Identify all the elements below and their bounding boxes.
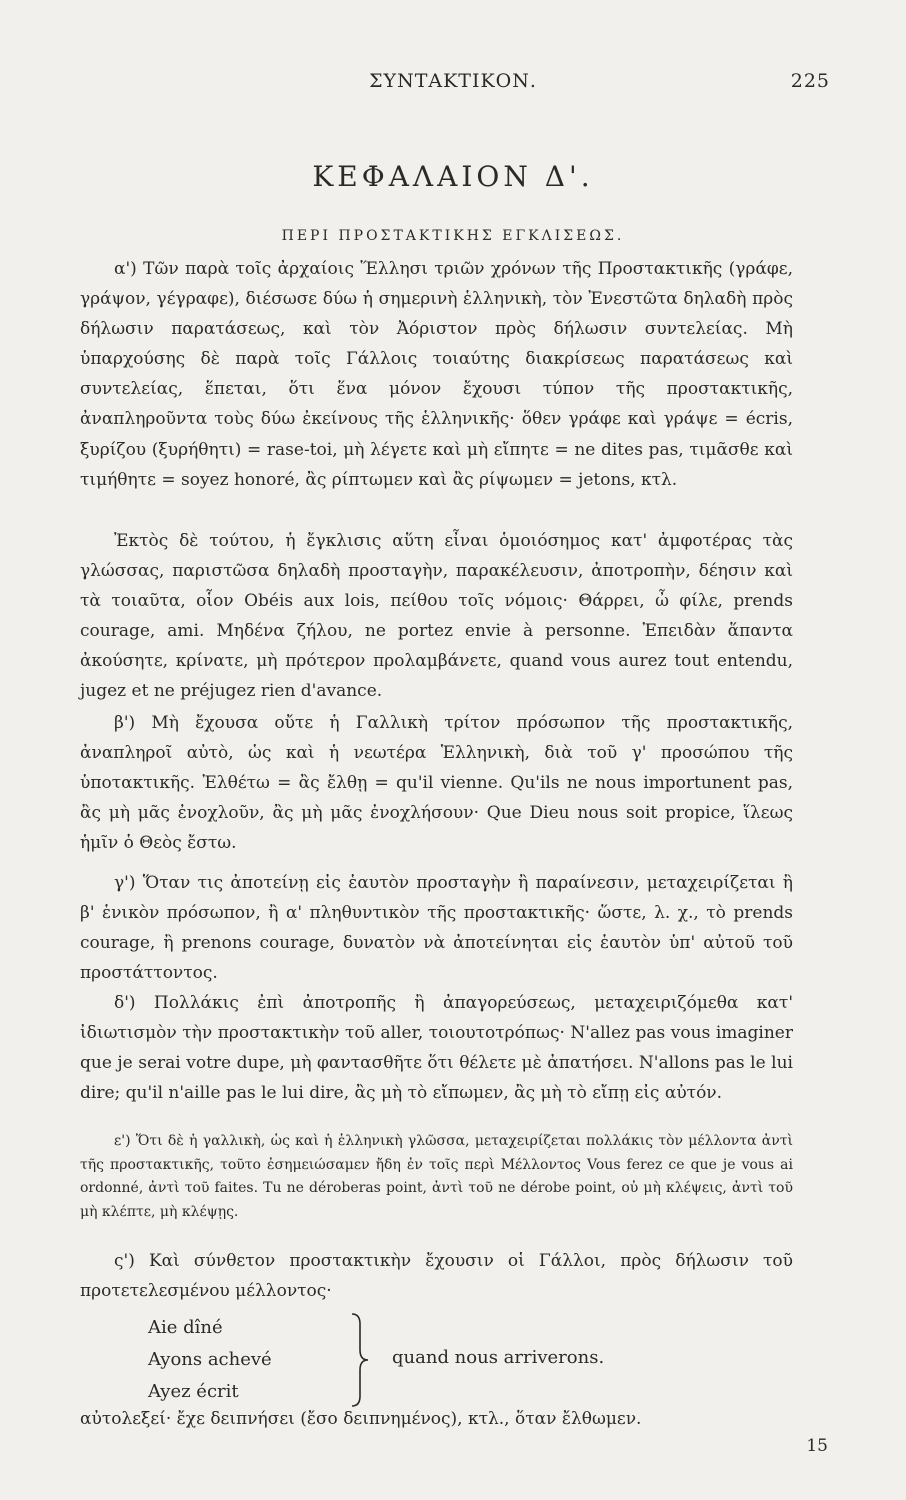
running-title: ΣΥΝΤΑΚΤΙΚΟΝ. (369, 70, 537, 92)
brace-icon (348, 1312, 372, 1408)
conjugation-clause: quand nous arriverons. (392, 1347, 605, 1368)
paragraph-delta: δ') Πολλάκις ἐπὶ ἀποτροπῆς ἢ ἀπαγορεύσεως, μεταχειριζόμεθα κατ' ἰδιωτισμὸν τὴν προστακτικὴν τοῦ aller, τοιουτοτρόπως· N'allez pas vous imaginer que je serai votre dupe, μὴ φαντασθῆτε ὅτι θέλετε μὲ ἀπατήσει. N'allons pas le lui dire; qu'il n'aille pas le lui dire, ἂς μὴ τὸ εἴπωμεν, ἂς μὴ τὸ εἴπῃ εἰς αὐτόν. (80, 993, 793, 1104)
conjugation-form: Ayons achevé (148, 1349, 272, 1370)
running-head (0, 70, 906, 100)
conjugation-form: Aie dîné (148, 1317, 223, 1338)
conjugation-form: Ayez écrit (148, 1381, 239, 1402)
paragraph-alpha: α') Τῶν παρὰ τοῖς ἀρχαίοις Ἕλλησι τριῶν χρόνων τῆς Προστακτικῆς (γράφε, γράψον, γέγραφε), διέσωσε δύω ἡ σημερινὴ ἑλληνικὴ, τὸν Ἐνεστῶτα δηλαδὴ πρὸς δήλωσιν παρατάσεως, καὶ τὸν Ἀόριστον πρὸς δήλωσιν συντελείας. Μὴ ὑπαρχούσης δὲ παρὰ τοῖς Γάλλοις τοιαύτης διακρίσεως παρατάσεως καὶ συντελείας, ἕπεται, ὅτι ἕνα μόνον ἔχουσι τύπον τῆς προστακτικῆς, ἀναπληροῦντα τοὺς δύω ἐκείνους τῆς ἑλληνικῆς· ὅθεν γράφε καὶ γράψε = écris, ξυρίζου (ξυρήθητι) = rase-toi, μὴ λέγετε καὶ μὴ εἴπητε = ne dites pas, τιμᾶσθε καὶ τιμήθητε = soyez honoré, ἂς ρίπτωμεν καὶ ἂς ρίψωμεν = jetons, κτλ. (80, 259, 793, 490)
paragraph-stigma: ς') Καὶ σύνθετον προστακτικὴν ἔχουσιν οἱ Γάλλοι, πρὸς δήλωσιν τοῦ προτετελεσμένου μέλλοντος· (80, 1251, 793, 1302)
conjugation-example (148, 1312, 748, 1408)
paragraph-gamma: γ') Ὅταν τις ἀποτείνῃ εἰς ἑαυτὸν προσταγὴν ἢ παραίνεσιν, μεταχειρίζεται ἢ β' ἑνικὸν πρόσωπον, ἢ α' πληθυντικὸν τῆς προστακτικῆς· ὥστε, λ. χ., τὸ prends courage, ἢ prenons courage, δυνατὸν νὰ ἀποτείνηται εἰς ἑαυτὸν ὑπ' αὐτοῦ τοῦ προστάττοντος. (80, 873, 793, 984)
closing-line: αὐτολεξεί· ἔχε δειπνήσει (ἔσο δειπνημένος), κτλ., ὅταν ἔλθωμεν. (80, 1409, 642, 1429)
paragraph-beta: β') Μὴ ἔχουσα οὔτε ἡ Γαλλικὴ τρίτον πρόσωπον τῆς προστακτικῆς, ἀναπληροῖ αὐτὸ, ὡς καὶ ἡ νεωτέρα Ἑλληνικὴ, διὰ τοῦ γ' προσώπου τῆς ὑποτακτικῆς. Ἐλθέτω = ἂς ἔλθῃ = qu'il vienne. Qu'ils ne nous importunent pas, ἂς μὴ μᾶς ἐνοχλοῦν, ἂς μὴ μᾶς ἐνοχλήσουν· Que Dieu nous soit propice, ἵλεως ἡμῖν ὁ Θεὸς ἔστω. (80, 713, 793, 854)
chapter-title: ΚΕΦΑΛΑΙΟΝ Δ'. (312, 160, 594, 193)
section-subtitle: ΠΕΡΙ ΠΡΟΣΤΑΚΤΙΚΗΣ ΕΓΚΛΙΣΕΩΣ. (281, 228, 625, 244)
paragraph-alpha-continued: Ἐκτὸς δὲ τούτου, ἡ ἔγκλισις αὕτη εἶναι ὁμοιόσημος κατ' ἀμφοτέρας τὰς γλώσσας, παριστῶσα δηλαδὴ προσταγὴν, παρακέλευσιν, ἀποτροπὴν, δέησιν καὶ τὰ τοιαῦτα, οἷον Obéis aux lois, πείθου τοῖς νόμοις· Θάρρει, ὦ φίλε, prends courage, ami. Μηδένα ζήλου, ne portez envie à personne. Ἐπειδὰν ἅπαντα ἀκούσητε, κρίνατε, μὴ πρότερον προλαμβάνετε, quand vous aurez tout entendu, jugez et ne préjugez rien d'avance. (80, 531, 793, 702)
paragraph-epsilon: ε') Ὅτι δὲ ἡ γαλλικὴ, ὡς καὶ ἡ ἑλληνικὴ γλῶσσα, μεταχειρίζεται πολλάκις τὸν μέλλοντα ἀντὶ τῆς προστακτικῆς, τοῦτο ἐσημειώσαμεν ἤδη ἐν τοῖς περὶ Μέλλοντος Vous ferez ce que je vous ai ordonné, ἀντὶ τοῦ faites. Tu ne déroberas point, ἀντὶ τοῦ ne dérobe point, οὐ μὴ κλέψεις, ἀντὶ τοῦ μὴ κλέπτε, μὴ κλέψῃς. (80, 1133, 793, 1220)
page-number: 225 (790, 70, 830, 92)
signature-mark: 15 (806, 1436, 828, 1456)
